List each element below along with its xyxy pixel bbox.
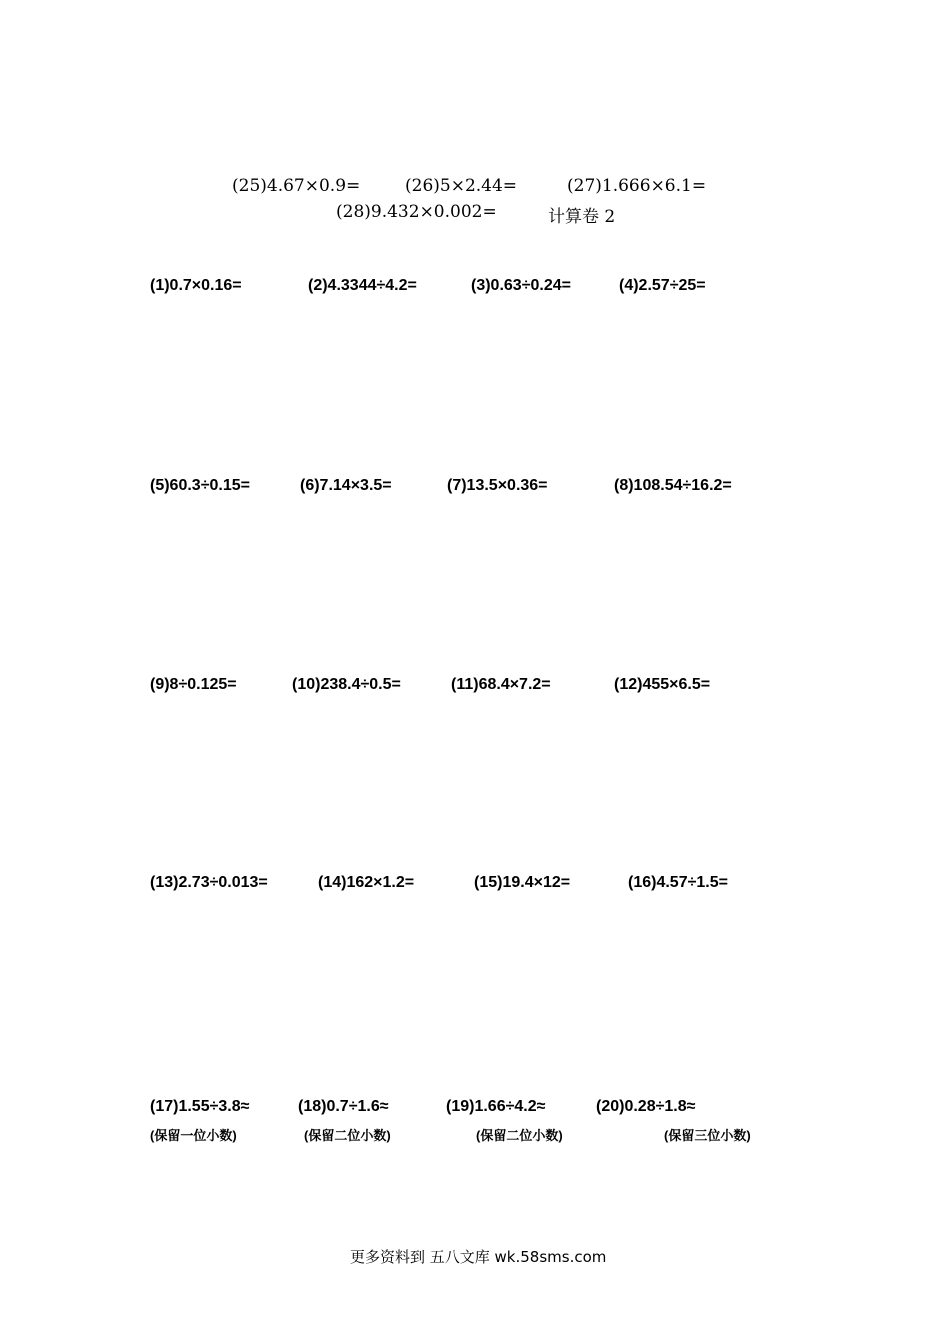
problem-16: (16)4.57÷1.5= [628, 874, 728, 891]
problem-25: (25)4.67×0.9= [232, 176, 361, 196]
footer-link-text: 更多资料到 五八文库 wk.58sms.com [350, 1248, 607, 1266]
problem-2: (2)4.3344÷4.2= [308, 277, 417, 294]
problem-5: (5)60.3÷0.15= [150, 477, 250, 494]
problem-6: (6)7.14×3.5= [300, 477, 392, 494]
rounding-note-20: (保留三位小数) [664, 1128, 751, 1143]
problem-9: (9)8÷0.125= [150, 676, 237, 693]
problem-26: (26)5×2.44= [405, 176, 518, 196]
rounding-note-18: (保留二位小数) [304, 1128, 391, 1143]
problem-12: (12)455×6.5= [614, 676, 711, 693]
page-title: 计算卷 2 [548, 207, 616, 227]
rounding-note-19: (保留二位小数) [476, 1128, 563, 1143]
problem-14: (14)162×1.2= [318, 874, 415, 891]
problem-28: (28)9.432×0.002= [336, 202, 497, 222]
problem-19: (19)1.66÷4.2≈ [446, 1098, 546, 1115]
problem-27: (27)1.666×6.1= [567, 176, 707, 196]
problem-1: (1)0.7×0.16= [150, 277, 242, 294]
problem-15: (15)19.4×12= [474, 874, 571, 891]
problem-20: (20)0.28÷1.8≈ [596, 1098, 696, 1115]
rounding-note-17: (保留一位小数) [150, 1128, 237, 1143]
problem-10: (10)238.4÷0.5= [292, 676, 401, 693]
problem-11: (11)68.4×7.2= [451, 676, 551, 693]
problem-3: (3)0.63÷0.24= [471, 277, 571, 294]
problem-17: (17)1.55÷3.8≈ [150, 1098, 250, 1115]
problem-13: (13)2.73÷0.013= [150, 874, 268, 891]
problem-7: (7)13.5×0.36= [447, 477, 548, 494]
problem-8: (8)108.54÷16.2= [614, 477, 732, 494]
problem-18: (18)0.7÷1.6≈ [298, 1098, 389, 1115]
problem-4: (4)2.57÷25= [619, 277, 706, 294]
